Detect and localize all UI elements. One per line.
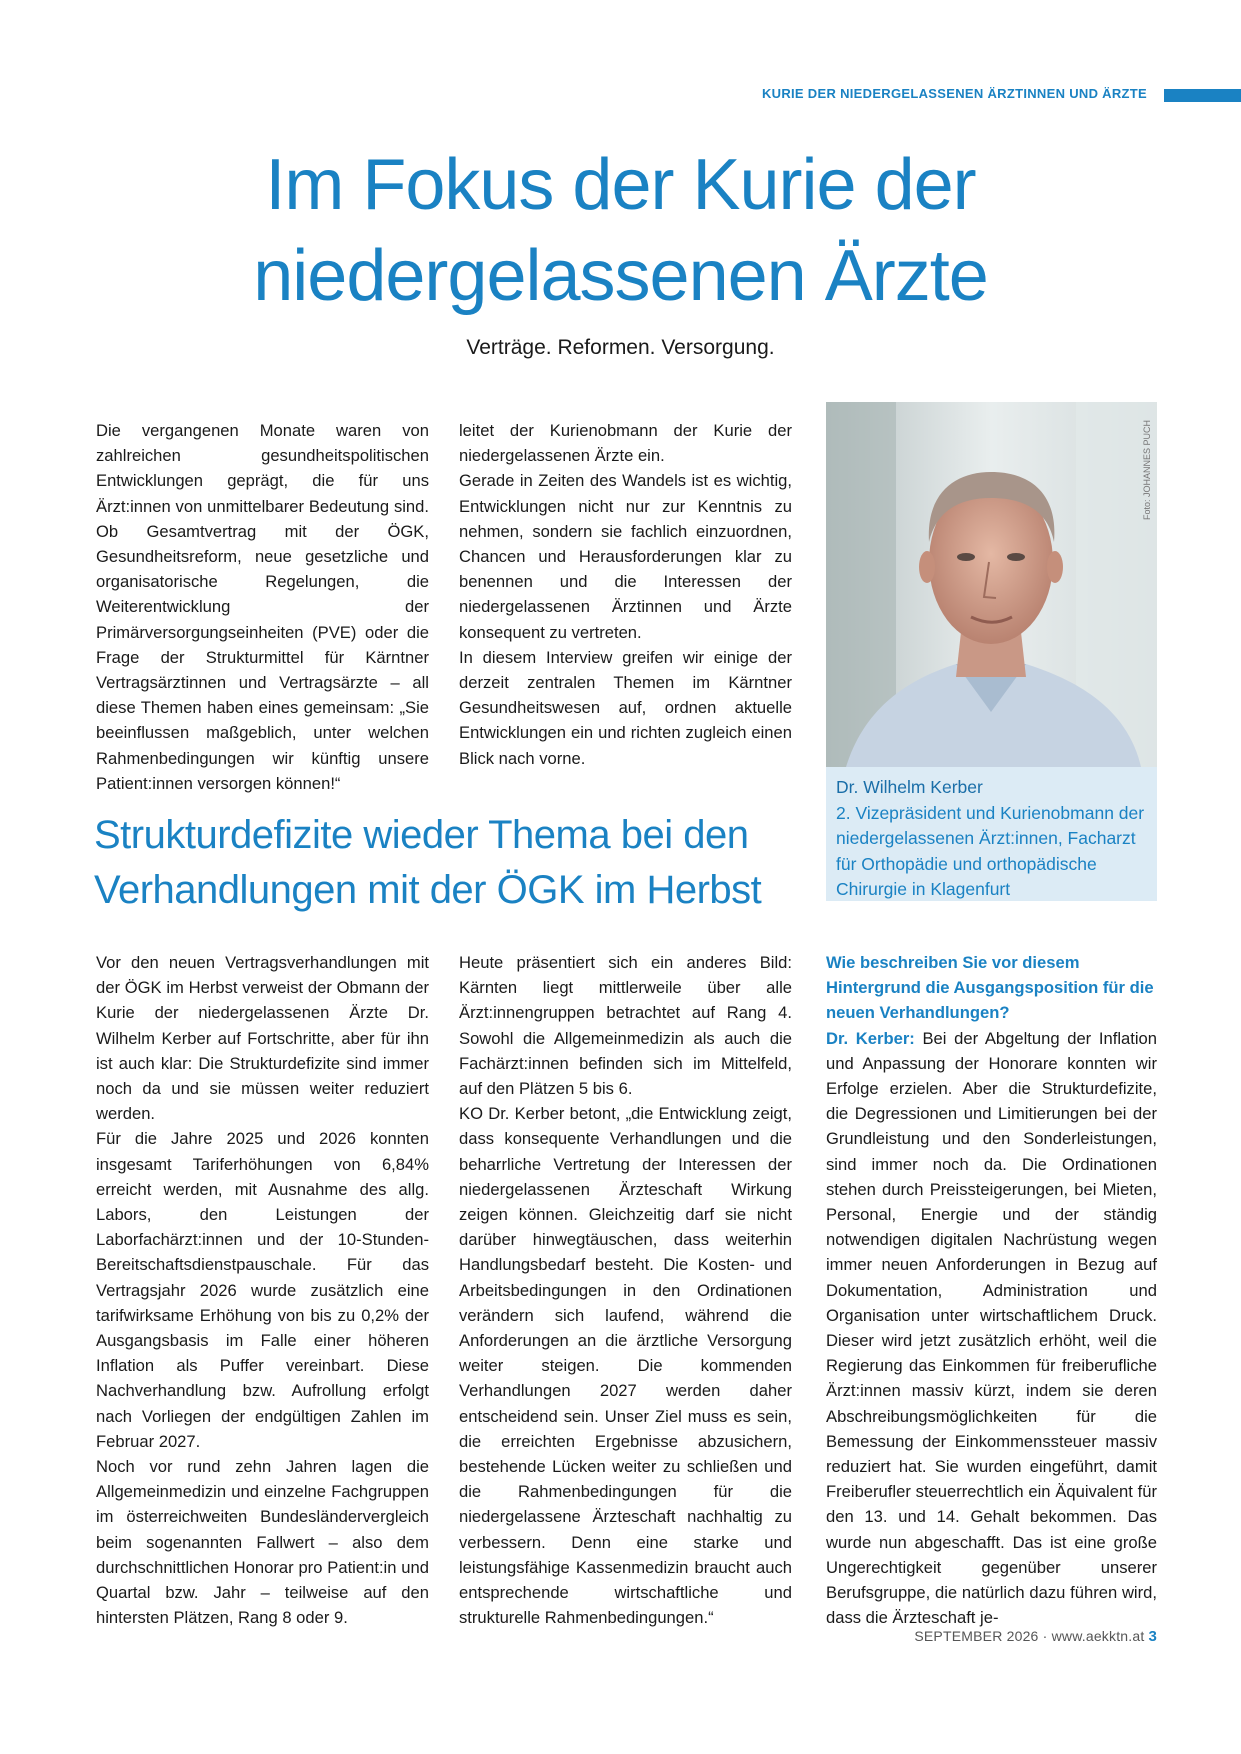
intro-paragraph: Die vergangenen Monate waren von zahlreichen gesundheitspolitischen Entwicklungen geprägt, die für uns Ärzt:innen von unmittelbarer Bedeutung sind. Ob Gesamtvertrag mit der ÖGK, Gesundheitsreform, neue gesetzliche und organisatorische Regelungen, die Weiterentwicklung der Primärversorgungseinheiten (PVE) oder die Frage der Strukturmittel für Kärntner Vertragsärztinnen und Vertragsärzte – all diese Themen haben eines gemeinsam: „Sie beeinflussen maßgeblich, unter welchen Rahmenbedingungen wir künftig unsere Patient:innen versorgen können!“ [96,421,429,793]
page-footer [914,1628,1157,1645]
title-line-2: niedergelassenen Ärzte [253,236,988,316]
intro-column-2 [459,418,792,771]
section-label: KURIE DER NIEDERGELASSENEN ÄRZTINNEN UND ÄRZTE [761,86,1147,101]
section-heading [94,808,814,918]
caption-role: 2. Vizepräsident und Kurienobmann der niedergelassenen Ärzt:innen, Facharzt für Orthopädie und orthopädische Chirurgie in Klagenfurt [836,802,1145,899]
body-paragraph: Für die Jahre 2025 und 2026 konnten insgesamt Tariferhöhungen von 6,84% erreicht werden, mit Ausnahme des allg. Labors, den Leistungen der Laborfachärzt:innen und der 10-Stunden-Bereitschaftsdienstpauschale. Für das Vertragsjahr 2026 wurde zusätzlich eine tarifwirksame Erhöhung von bis zu 0,2% der Ausgangsbasis im Falle einer höheren Inflation als Puffer vereinbart. Diese Nachverhandlung bzw. Aufrollung erfolgt nach Vorliegen der endgültigen Zahlen im Februar 2027. [96,1129,429,1451]
heading-line-1: Strukturdefizite wieder Thema bei den [94,813,749,857]
body-column-2 [459,950,792,1630]
footer-issue: SEPTEMBER 2026 · www.aekktn.at [914,1628,1145,1644]
page-number: 3 [1148,1628,1157,1645]
article-subtitle: Verträge. Reformen. Versorgung. [466,336,775,359]
heading-line-2: Verhandlungen mit der ÖGK im Herbst [94,868,762,912]
portrait-illustration [826,402,1157,767]
intro-column-1 [96,418,429,796]
answer-speaker: Dr. Kerber: [826,1028,915,1048]
body-paragraph: Vor den neuen Vertragsverhandlungen mit der ÖGK im Herbst verweist der Obmann der Kurie der niedergelassenen Ärzte Dr. Wilhelm Kerber auf Fortschritte, aber für ihn ist auch klar: Die Strukturdefizite sind immer noch da und sie müssen weiter reduziert werden. [96,953,429,1124]
interview-question: Wie beschreiben Sie vor diesem Hintergrund die Ausgangsposition für die neuen Verhandlungen? [826,953,1154,1023]
interview-answer [826,1026,1157,1631]
body-column-3 [826,950,1157,1630]
portrait-photo [826,402,1157,767]
intro-paragraph: leitet der Kurienobmann der Kurie der niedergelassenen Ärzte ein. [459,421,792,466]
photo-caption [826,767,1157,901]
title-line-1: Im Fokus der Kurie der [265,145,976,225]
body-paragraph: KO Dr. Kerber betont, „die Entwicklung zeigt, dass konsequente Verhandlungen und die beharrliche Vertretung der Interessen der niedergelassenen Ärzteschaft Wirkung zeigen können. Gleichzeitig darf sie nicht darüber hinwegtäuschen, dass weiterhin Handlungsbedarf besteht. Die Kosten- und Arbeitsbedingungen in den Ordinationen verändern sich laufend, während die Anforderungen an die ärztliche Versorgung weiter steigen. Die kommenden Verhandlungen 2027 werden daher entscheidend sein. Unser Ziel muss es sein, die erreichten Ergebnisse abzusichern, bestehende Lücken weiter zu schließen und die Rahmenbedingungen für die niedergelassene Ärzteschaft nachhaltig zu verbessern. Denn eine starke und leistungsfähige Kassenmedizin braucht auch entsprechende wirtschaftliche und strukturelle Rahmenbedingungen.“ [459,1104,792,1628]
intro-paragraph: In diesem Interview greifen wir einige der derzeit zentralen Themen im Kärntner Gesundheitswesen auf, ordnen aktuelle Entwicklungen ein und richten zugleich einen Blick nach vorne. [459,647,792,768]
article-title [0,140,1241,322]
body-paragraph: Heute präsentiert sich ein anderes Bild: Kärnten liegt mittlerweile über alle Ärzt:innengruppen betrachtet auf Rang 4. Sowohl die Allgemeinmedizin als auch die Fachärzt:innen befinden sich im Mittelfeld, auf den Plätzen 5 bis 6. [459,953,792,1099]
body-paragraph: Noch vor rund zehn Jahren lagen die Allgemeinmedizin und einzelne Fachgruppen im österreichweiten Bundesländervergleich beim sogenannten Fallwert – also dem durchschnittlichen Honorar pro Patient:in und Quartal bzw. Jahr – teilweise auf den hintersten Plätzen, Rang 8 oder 9. [96,1457,429,1628]
caption-name: Dr. Wilhelm Kerber [836,777,983,797]
intro-paragraph: Gerade in Zeiten des Wandels ist es wichtig, Entwicklungen nicht nur zur Kenntnis zu nehmen, sondern sie fachlich einzuordnen, Chancen und Herausforderungen klar zu benennen und die Interessen der niedergelassenen Ärztinnen und Ärzte konsequent zu vertreten. [459,471,792,642]
body-column-1 [96,950,429,1630]
section-accent-bar [1164,89,1241,102]
answer-text: Bei der Abgeltung der Inflation und Anpassung der Honorare konnten wir Erfolge erzielen. Aber die Strukturdefizite, die Degressionen und Limitierungen bei der Grundleistung und den Sonderleistungen, sind immer noch da. Die Ordinationen stehen durch Preissteigerungen, bei Mieten, Personal, Energie und der ständig notwendigen digitalen Nachrüstung wegen immer neuen Anforderungen in Bezug auf Dokumentation, Administration und Organisation unter wirtschaftlichem Druck. Dieser wird jetzt zusätzlich erhöht, weil die Regierung das Einkommen für freiberufliche Ärzt:innen massiv kürzt, indem sie deren Abschreibungsmöglichkeiten für die Bemessung der Einkommenssteuer massiv reduziert hat. Sie wurden eingeführt, damit Freiberufler steuerrechtlich ein Äquivalent für den 13. und 14. Gehalt bekommen. Das wurde nun abgeschafft. Das ist eine große Ungerechtigkeit gegenüber unserer Berufsgruppe, die natürlich dazu führen wird, dass die Ärzteschaft je- [826,1028,1157,1628]
photo-credit: Foto: JOHANNES PUCH [1142,419,1152,520]
